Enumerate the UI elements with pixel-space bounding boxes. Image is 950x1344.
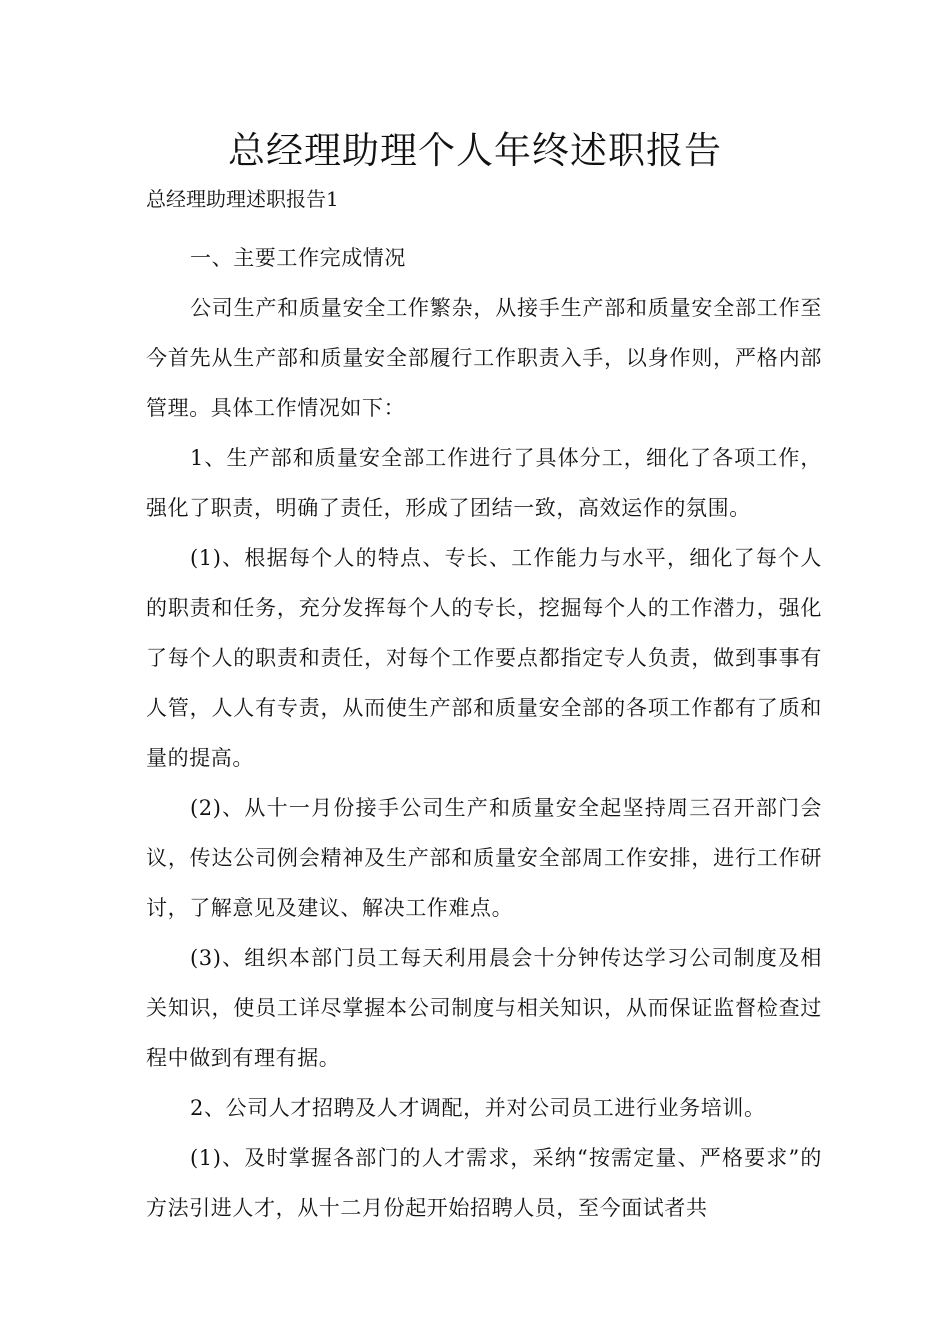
paragraph: 2、公司人才招聘及人才调配，并对公司员工进行业务培训。: [190, 1096, 766, 1120]
document-body: [146, 233, 822, 1233]
paragraph: (1)、及时掌握各部门的人才需求，采纳“按需定量、严格要求”的方法引进人才，从十二月份起开始招聘人员，至今面试者共: [146, 1146, 822, 1220]
document-title: 总经理助理个人年终述职报告: [228, 129, 722, 172]
paragraph: (1)、根据每个人的特点、专长、工作能力与水平，细化了每个人的职责和任务，充分发挥每个人的专长，挖掘每个人的工作潜力，强化了每个人的职责和责任，对每个工作要点都指定专人负责，做到事事有人管，人人有专责，从而使生产部和质量安全部的各项工作都有了质和量的提高。: [146, 546, 822, 770]
paragraph: 1、生产部和质量安全部工作进行了具体分工，细化了各项工作，强化了职责，明确了责任，形成了团结一致，高效运作的氛围。: [146, 446, 822, 520]
paragraph: (2)、从十一月份接手公司生产和质量安全起坚持周三召开部门会议，传达公司例会精神及生产部和质量安全部周工作安排，进行工作研讨，了解意见及建议、解决工作难点。: [146, 796, 822, 920]
paragraph: (3)、组织本部门员工每天利用晨会十分钟传达学习公司制度及相关知识，使员工详尽掌握本公司制度与相关知识，从而保证监督检查过程中做到有理有据。: [146, 946, 822, 1070]
paragraph: 公司生产和质量安全工作繁杂，从接手生产部和质量安全部工作至今首先从生产部和质量安全部履行工作职责入手，以身作则，严格内部管理。具体工作情况如下：: [146, 296, 822, 420]
section-heading: 一、主要工作完成情况: [190, 246, 406, 270]
document-subtitle: 总经理助理述职报告1: [146, 187, 339, 211]
